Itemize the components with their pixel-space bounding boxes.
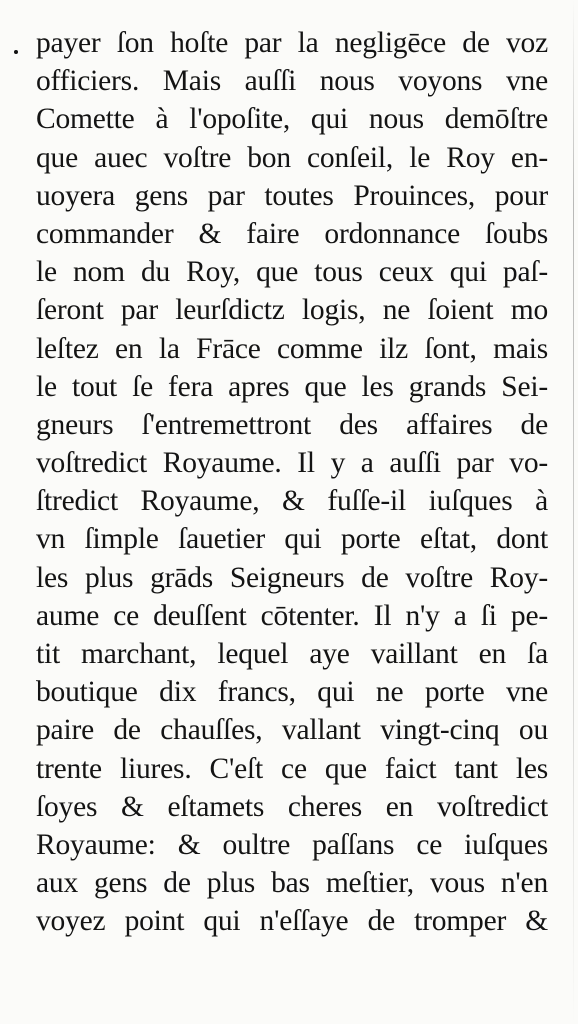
text-line: boutique dix francs, qui ne porte vne [36,676,548,709]
page-edge-shadow [573,0,574,1024]
text-line: que auec voſtre bon conſeil, le Roy en- [36,141,548,174]
text-line: les plus grāds Seigneurs de voſtre Roy- [36,561,548,594]
text-line: voſtredict Royaume. Il y a auſſi par vo- [36,447,548,480]
text-line: Royaume: & oultre paſſans ce iuſques [36,828,548,861]
text-line: vn ſimple ſauetier qui porte eſtat, dont [36,523,548,556]
text-line: leſtez en la Frāce comme ilz ſont, mais [36,332,548,365]
text-line: aume ce deuſſent cōtenter. Il n'y a ſi pe- [36,599,548,632]
margin-mark [14,50,18,54]
text-line: Comette à l'opoſite, qui nous demōſtre [36,103,548,136]
text-line: trente liures. C'eſt ce que faict tant les [36,752,548,785]
text-line: ſtredict Royaume, & fuſſe-il iuſques à [36,485,548,518]
text-line: uoyera gens par toutes Prouinces, pour [36,179,548,212]
text-line: voyez point qui n'eſſaye de tromper & [36,905,548,938]
text-line: commander & faire ordonnance ſoubs [36,217,548,250]
text-line: le tout ſe fera apres que les grands Sei- [36,370,548,403]
text-line: tit marchant, lequel aye vaillant en ſa [36,638,548,670]
text-line: ſoyes & eſtamets cheres en voſtredict [36,790,548,823]
text-line: le nom du Roy, que tous ceux qui paſ- [36,256,548,289]
text-line: payer ſon hoſte par la negligēce de voz [36,27,548,59]
text-line: paire de chauſſes, vallant vingt-cinq ou [36,714,548,747]
text-line: officiers. Mais auſſi nous voyons vne [36,65,548,98]
text-line: gneurs ſ'entremettront des affaires de [36,408,548,441]
text-line: aux gens de plus bas meſtier, vous n'en [36,867,548,900]
text-line: ſeront par leurſdictz logis, ne ſoient mo [36,294,548,327]
body-text [36,24,548,941]
